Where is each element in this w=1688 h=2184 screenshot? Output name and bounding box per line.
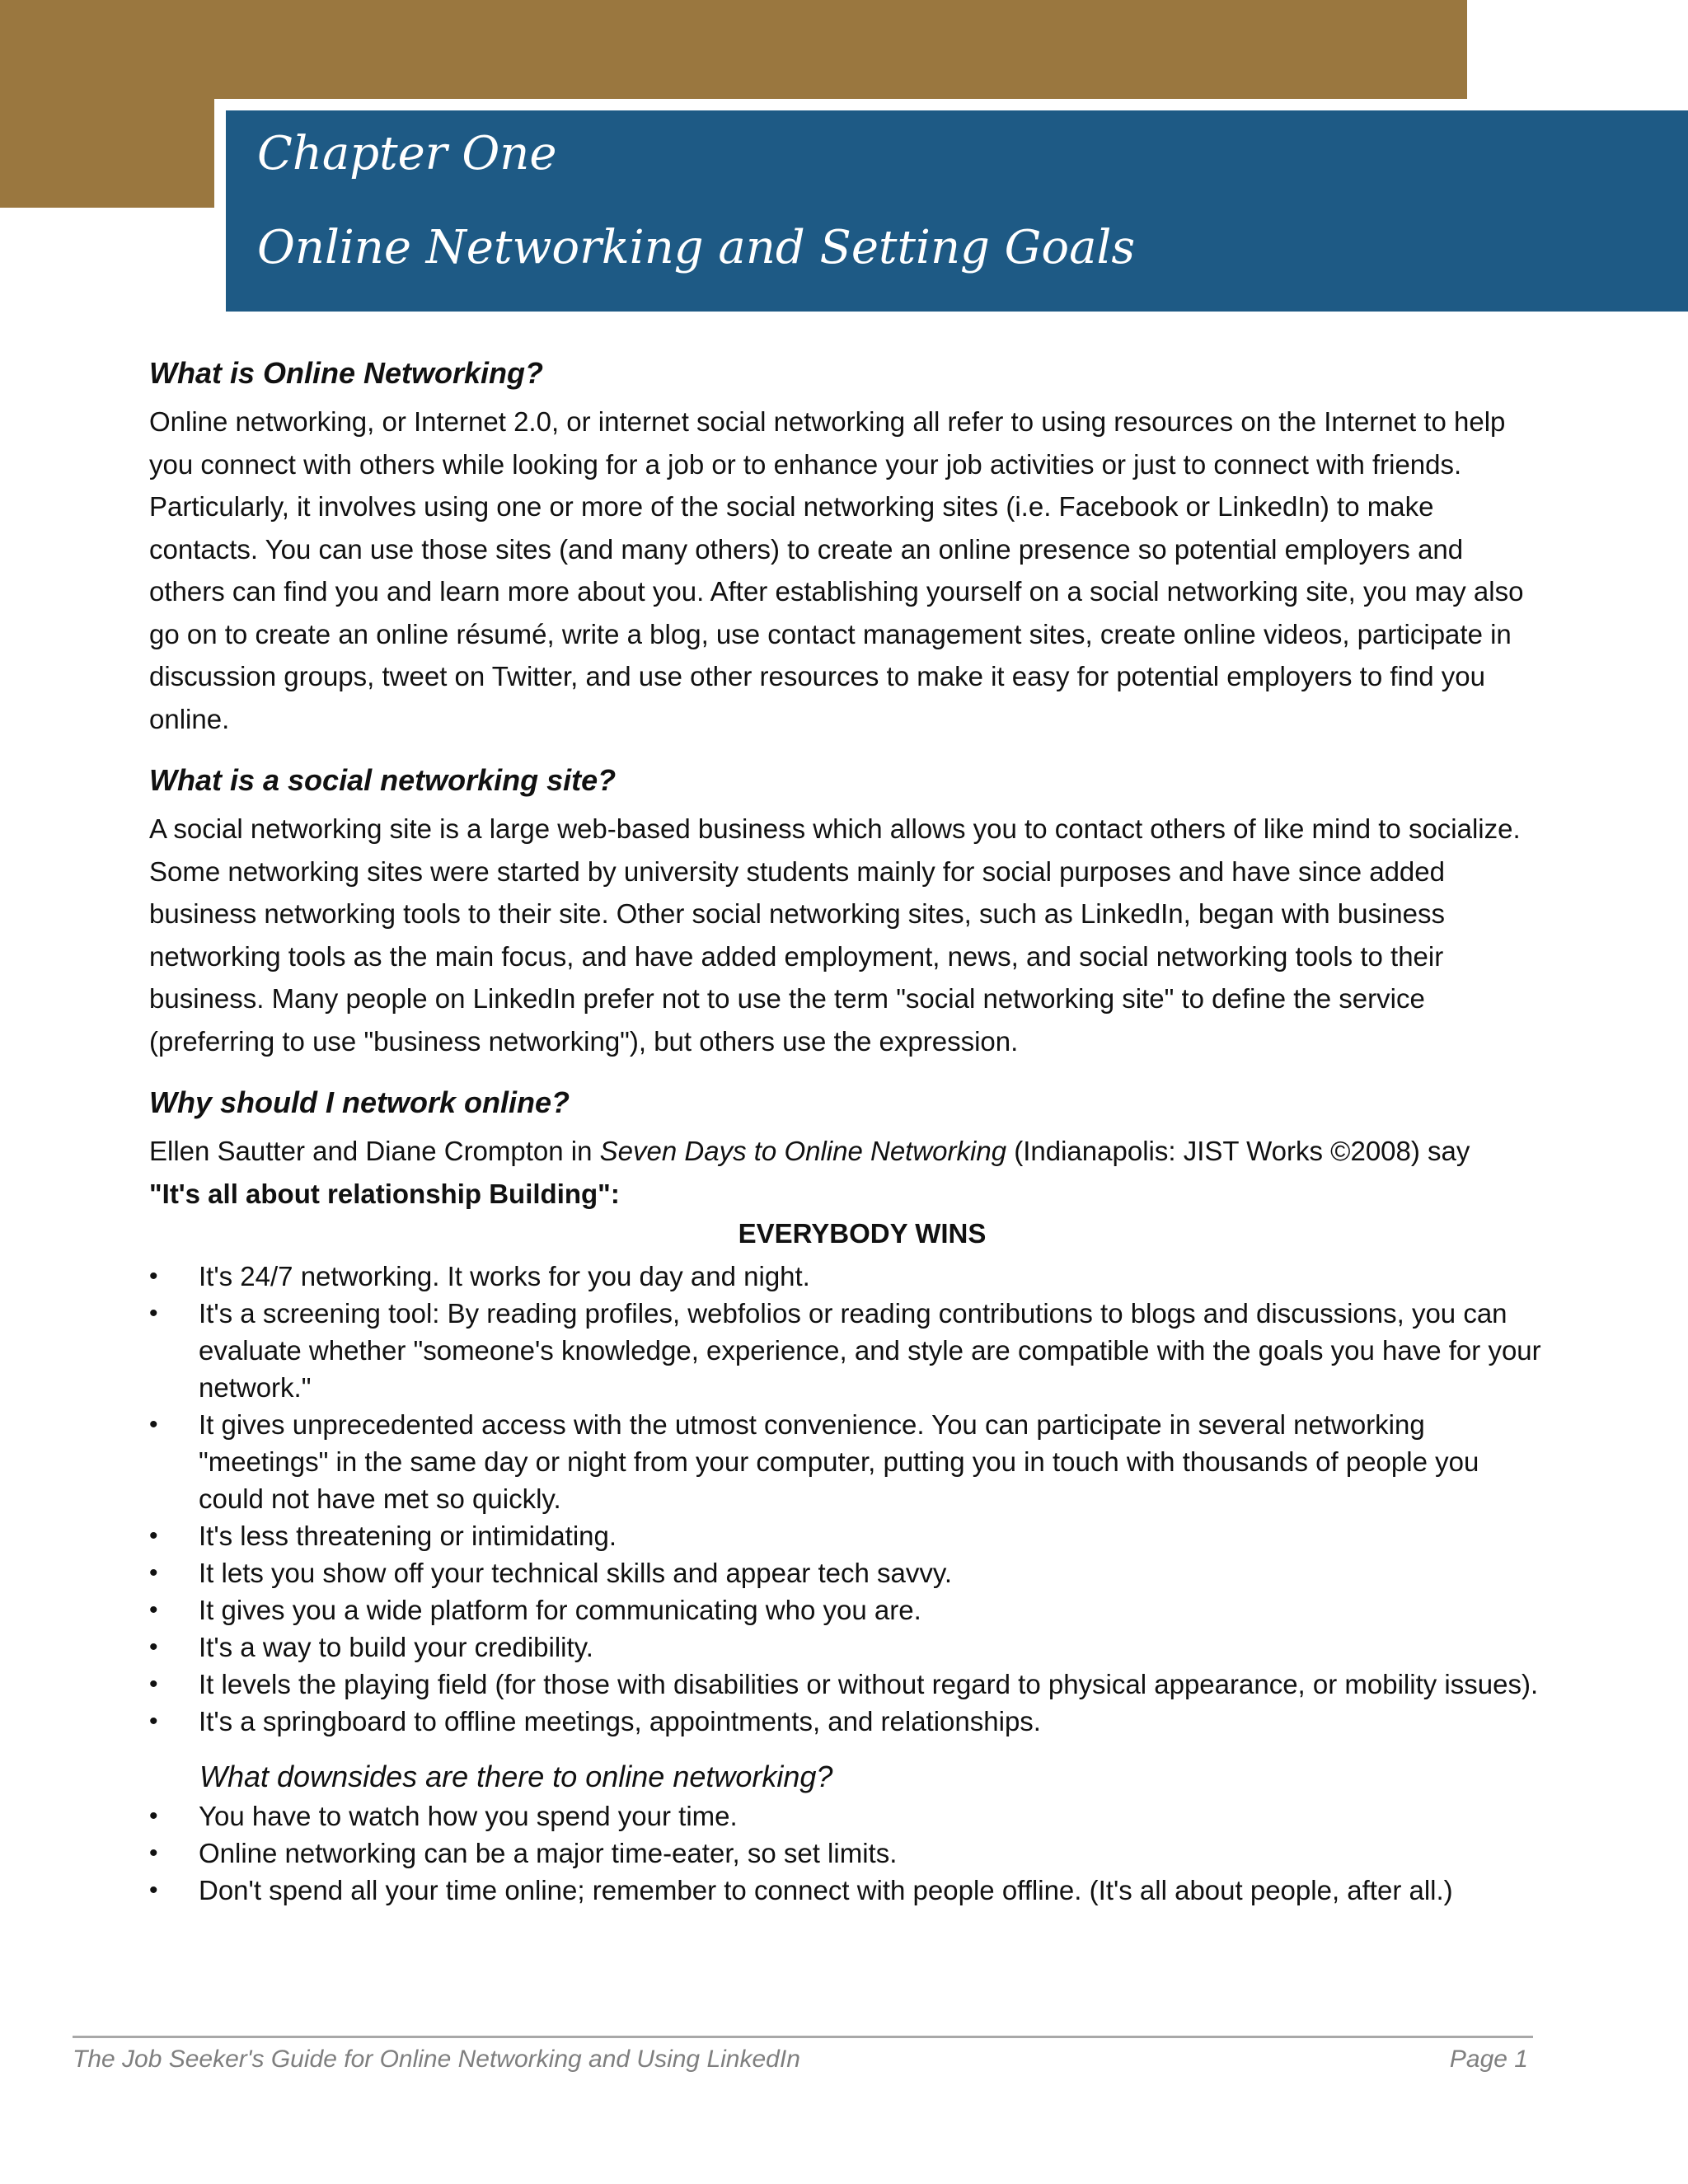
page-number: Page 1	[1449, 2046, 1528, 2073]
list-item: • It's less threatening or intimidating.	[149, 1517, 1542, 1554]
chapter-number: Chapter One	[257, 127, 557, 180]
list-item: • It gives you a wide platform for communicating who you are.	[149, 1591, 1542, 1629]
intro-prefix: Ellen Sautter and Diane Crompton in	[149, 1136, 600, 1166]
list-item: • It's a screening tool: By reading profiles, webfolios or reading contributions to blogs and discussions, you can evaluate whether "someone's knowledge, experience, and style are compatible with the goals you have for your network."	[149, 1295, 1542, 1406]
list-item: • It's 24/7 networking. It works for you day and night.	[149, 1258, 1542, 1295]
intro-suffix: (Indianapolis: JIST Works ©2008) say	[1006, 1136, 1470, 1166]
paragraph-why-network	[149, 1130, 1542, 1215]
list-item: • It's a springboard to offline meetings, appointments, and relationships.	[149, 1703, 1542, 1740]
list-item: • It lets you show off your technical skills and appear tech savvy.	[149, 1554, 1542, 1591]
chapter-title: Online Networking and Setting Goals	[257, 221, 1136, 274]
section-heading-online-networking: What is Online Networking?	[149, 356, 544, 390]
paragraph-social-networking-site: A social networking site is a large web-based business which allows you to contact others of like mind to socialize. Some networking sites were started by university students mainly for social purposes and have since added business networking tools to their site. Other social networking sites, such as LinkedIn, began with business networking tools as the main focus, and have added employment, news, and social networking tools to their business. Many people on LinkedIn prefer not to use the term "social networking site" to define the service (preferring to use "business networking"), but others use the expression.	[149, 813, 1521, 1057]
everybody-wins-title: EVERYBODY WINS	[738, 1218, 987, 1249]
list-item: • It gives unprecedented access with the utmost convenience. You can participate in several networking "meetings" in the same day or night from your computer, putting you in touch with thousands of people you could not have met so quickly.	[149, 1406, 1542, 1517]
paragraph-online-networking: Online networking, or Internet 2.0, or internet social networking all refer to using resources on the Internet to help you connect with others while looking for a job or to enhance your job activities or just to connect with friends. Particularly, it involves using one or more of the social networking sites (i.e. Facebook or LinkedIn) to make contacts. You can use those sites (and many others) to create an online presence so potential employers and others can find you and learn more about you. After establishing yourself on a social networking site, you may also go on to create an online résumé, write a blog, use contact management sites, create online videos, participate in discussion groups, tweet on Twitter, and use other resources to make it easy for potential employers to find you online.	[149, 406, 1524, 734]
list-item: • Don't spend all your time online; remember to connect with people offline. (It's all about people, after all.)	[149, 1872, 1542, 1909]
section-heading-downsides: What downsides are there to online networking?	[199, 1760, 833, 1793]
downsides-list	[149, 1797, 1542, 1909]
page-body	[149, 356, 1542, 1929]
section-heading-social-networking-site: What is a social networking site?	[149, 763, 617, 797]
section-heading-why-network: Why should I network online?	[149, 1085, 570, 1119]
footer-divider	[73, 2036, 1533, 2038]
header-gold-block	[0, 0, 214, 208]
chapter-header	[221, 105, 1688, 312]
footer-book-title: The Job Seeker's Guide for Online Networking and Using LinkedIn	[73, 2046, 800, 2073]
list-item: • It levels the playing field (for those with disabilities or without regard to physical appearance, or mobility issues).	[149, 1666, 1542, 1703]
header-gold-band	[0, 0, 1467, 99]
list-item: • It's a way to build your credibility.	[149, 1629, 1542, 1666]
list-item: • Online networking can be a major time-eater, so set limits.	[149, 1835, 1542, 1872]
list-item: • You have to watch how you spend your time.	[149, 1797, 1542, 1835]
book-title: Seven Days to Online Networking	[599, 1136, 1007, 1166]
relationship-quote: "It's all about relationship Building":	[149, 1178, 620, 1209]
benefits-list	[149, 1258, 1542, 1740]
